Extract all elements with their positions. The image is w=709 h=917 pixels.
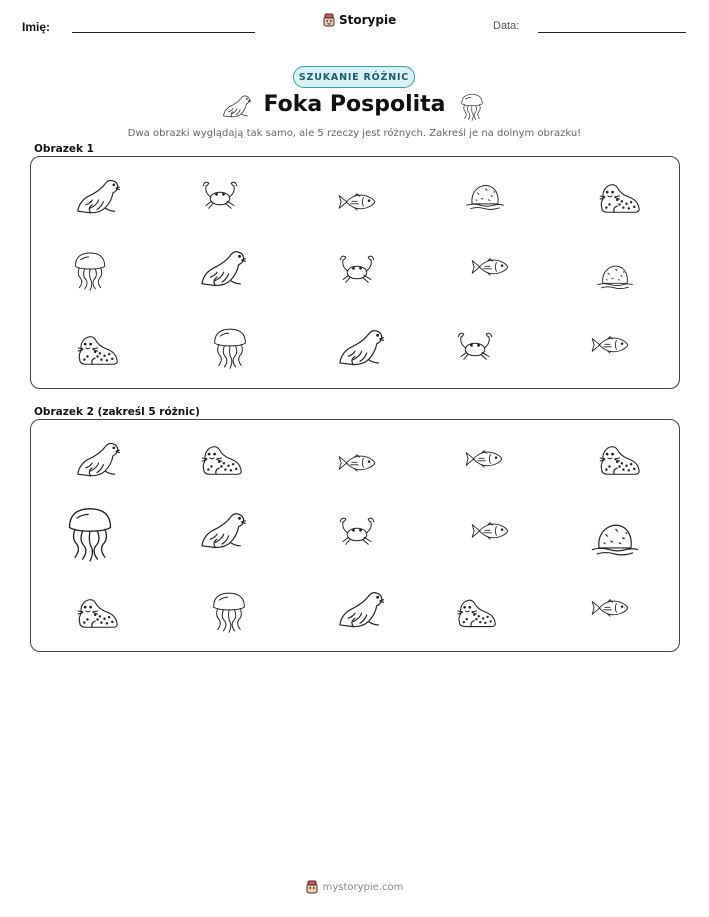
fish-icon	[586, 329, 634, 357]
storypie-logo-icon	[323, 13, 335, 27]
jellyfish-icon[interactable]	[208, 589, 250, 635]
name-label: Imię:	[22, 20, 51, 34]
fish-icon[interactable]	[333, 447, 381, 475]
seal-icon[interactable]	[72, 439, 122, 479]
seal-icon	[334, 326, 386, 368]
rock-icon	[463, 178, 507, 212]
crab-icon	[336, 251, 378, 287]
seal-icon	[197, 247, 247, 289]
panel-2-label: Obrazek 2 (zakreśl 5 różnic)	[34, 406, 200, 418]
brand	[323, 13, 396, 27]
spotted-seal-icon[interactable]	[72, 591, 120, 631]
spotted-seal-icon[interactable]	[452, 592, 498, 630]
storypie-logo-icon	[306, 880, 318, 894]
rock-icon[interactable]	[587, 516, 643, 558]
jellyfish-icon	[209, 322, 251, 374]
fish-icon[interactable]	[467, 515, 513, 543]
fish-icon	[333, 186, 381, 214]
fish-icon[interactable]	[586, 592, 634, 620]
crab-icon	[199, 177, 241, 213]
spotted-seal-icon[interactable]	[594, 438, 642, 478]
date-line[interactable]	[538, 32, 686, 33]
footer	[0, 880, 709, 894]
spotted-seal-icon[interactable]	[196, 438, 244, 478]
footer-url[interactable]: mystorypie.com	[322, 881, 404, 893]
panel-1-label: Obrazek 1	[34, 143, 94, 155]
seal-icon	[72, 176, 122, 216]
brand-name: Storypie	[339, 13, 397, 27]
seal-icon[interactable]	[197, 509, 247, 551]
jellyfish-icon[interactable]	[62, 502, 118, 566]
jellyfish-icon	[70, 246, 110, 296]
fish-icon[interactable]	[460, 443, 508, 471]
activity-badge: SZUKANIE RÓŻNIC	[293, 66, 415, 88]
spotted-seal-icon	[594, 176, 642, 216]
rock-icon	[595, 259, 635, 291]
spotted-seal-icon	[72, 328, 120, 368]
instructions: Dwa obrazki wyglądają tak samo, ale 5 rzeczy jest różnych. Zakreśl je na dolnym obrazku!	[127, 128, 582, 139]
page-title: Foka Pospolita	[263, 92, 446, 117]
crab-icon	[454, 328, 496, 364]
jellyfish-icon	[458, 92, 486, 122]
crab-icon[interactable]	[336, 513, 378, 549]
date-label: Data:	[493, 20, 520, 32]
fish-icon	[467, 251, 513, 279]
seal-icon[interactable]	[334, 588, 386, 630]
name-line[interactable]	[72, 32, 255, 33]
